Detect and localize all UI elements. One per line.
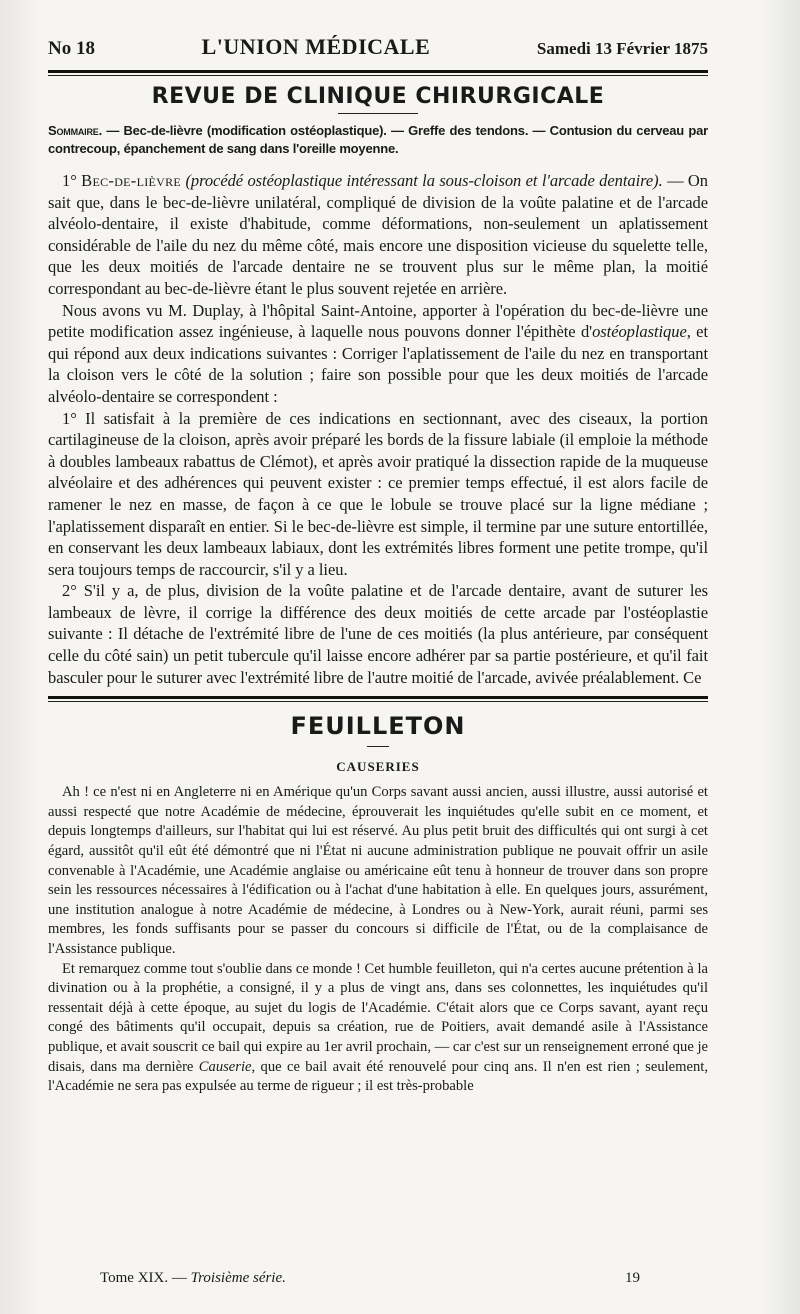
sommaire-label: Sommaire. (48, 123, 102, 138)
page-number: 19 (625, 1270, 640, 1286)
feuilleton-text: Et remarquez comme tout s'oublie dans ce monde ! Cet humble feuilleton, qui n'a certes aucune prétention à la divination ou à la prophétie, a consigné, il y a plus de vingt ans, dans ses colonnettes, les inquiétudes qu'il ressentait déjà à cette époque, au sujet du logis de l'Académie. C'était alors que ce Corps savant, ayant reçu congé des bâtiments qu'il occupait, depuis sa création, rue de Poitiers, avait demandé asile à l'Assistance publique, et avait souscrit ce bail qui expire au 1er avril prochain, — car c'est sur un renseignement erroné que je disais, dans ma dernière (48, 960, 708, 1075)
issue-number: No 18 (48, 38, 95, 59)
article-paragraph: 2° S'il y a, de plus, division de la voûte palatine et de l'arcade dentaire, avant de suturer les lambeaux de lèvre, il corrige la différence des deux moitiés de cette arcade par l'ostéoplastie suivante : Il détache de l'extrémité libre de l'une de ces moitiés (la plus antérieure, par conséquent celle du côté sain) un petit tubercule qu'il laisse encore adhérer par sa partie postérieure, et qu'il fait basculer pour le suturer avec l'extrémité libre de l'autre moitié de l'arcade, avivée préalablement. Ce (48, 581, 708, 687)
paragraph-number: 1° (62, 171, 77, 190)
article-body (48, 170, 708, 688)
feuilleton-paragraph (48, 960, 708, 1097)
article-heading-italic: (procédé ostéoplastique intéressant la sous-cloison et l'arcade dentaire). (185, 171, 663, 190)
header-rule (48, 70, 708, 73)
feuilleton-rule (48, 696, 708, 699)
article-paragraph: 1° Il satisfait à la première de ces indications en sectionnant, avec des ciseaux, la portion cartilagineuse de la cloison, après avoir préparé les bords de la fissure labiale (il emploie la méthode à doubles lambeaux rabattus de Clémot), et après avoir pratiqué la dissection rapide de la muqueuse alvéolaire et des adhérences qui peuvent exister : ce premier temps effectué, il est alors facile de ramener le nez en masse, de façon à ce que le lobule se trouve placé sur la ligne médiane ; l'aplatissement disparaît en entier. Si le bec-de-lièvre est simple, il termine par une suture entortillée, en conservant les deux lambeaux labiaux, dont les extrémités libres forment une petite trompe, qu'il sera toujours temps de raccourcir, s'il y a lieu. (48, 408, 708, 579)
feuilleton-title: FEUILLETON (290, 712, 466, 741)
section-title: REVUE DE CLINIQUE CHIRURGICALE (151, 84, 605, 109)
article-paragraph (48, 300, 708, 408)
volume-label: Tome XIX. — (100, 1270, 187, 1286)
feuilleton-text-italic: Causerie (198, 1058, 252, 1075)
footer-volume (100, 1270, 286, 1287)
issue-date: Samedi 13 Février 1875 (536, 39, 708, 58)
article-heading: Bec-de-lièvre (81, 171, 182, 190)
feuilleton-rule-thin (48, 701, 708, 702)
article-text: — On sait que, dans le bec-de-lièvre unilatéral, compliqué de division de la voûte palatine et de l'arcade alvéolo-dentaire, il existe d'habitude, comme déformations, non-seulement un aplatissement considérable de l'aile du nez du même côté, mais encore une disposition vicieuse du squelette telle, que les deux moitiés de l'arcade dentaire ne se trouvent plus sur le même plan, la moitié correspondant au bec-de-lièvre étant le plus souvent rejetée en arrière. (48, 171, 708, 298)
feuilleton-subtitle: CAUSERIES (336, 759, 420, 775)
feuilleton-text: , que ce bail avait été renouvelé pour cinq ans. Il n'en est rien ; seulement, l'Académie ne sera pas expulsée au terme de rigueur ; il est très-probable (48, 1058, 708, 1095)
series-label: Troisième série. (190, 1270, 286, 1286)
sommaire (48, 122, 708, 158)
feuilleton-paragraph: Ah ! ce n'est ni en Angleterre ni en Amérique qu'un Corps savant aussi ancien, aussi illustre, aussi autorisé et aussi respecté que notre Académie de médecine, éprouverait les inquiétudes qu'elle subit en ce moment, et depuis longtemps d'ailleurs, sur l'habitat qui lui est réservé. Au plus petit bruit des difficultés qui ont surgi à cet égard, aussitôt qu'il eût été démontré que ni l'État ni aucune administration publique ne pouvait offrir un asile convenable à l'Académie, une Académie anglaise ou américaine eût tenu à honneur de trouver dans son propre sein les ressources nécessaires à l'édification ou à l'achat d'une habitation à elle. En quelques jours, assurément, une institution analogue à notre Académie de médecine, à Londres ou à New-York, aurait réuni, parmi ses membres, les fonds suffisants pour se passer du concours si difficile de l'État, ou de la complaisance de l'Assistance publique. (48, 784, 708, 957)
feuilleton-body (48, 783, 708, 1097)
section-divider (338, 113, 418, 114)
article-text: , et qui répond aux deux indications suivantes : Corriger l'aplatissement de l'aile du nez en transportant la cloison vers le côté de la solution ; faire son possible pour que les deux moitiés de l'arcade alvéolo-dentaire se correspondent : (48, 322, 708, 406)
article-text: Nous avons vu M. Duplay, à l'hôpital Saint-Antoine, apporter à l'opération du bec-de-lièvre une petite modification assez ingénieuse, à laquelle nous pouvons donner l'épithète d' (48, 300, 708, 342)
running-head (48, 34, 708, 64)
header-rule-thin (48, 75, 708, 76)
article-paragraph (48, 170, 708, 300)
page-footer (100, 1270, 640, 1287)
feuilleton-divider (367, 746, 389, 747)
article-text-italic: ostéoplastique (592, 322, 687, 342)
sommaire-text: — Bec-de-lièvre (modification ostéoplastique). — Greffe des tendons. — Contusion du cerveau par contrecoup, épanchement de sang dans l'oreille moyenne. (48, 123, 709, 156)
journal-title: L'UNION MÉDICALE (201, 34, 431, 59)
